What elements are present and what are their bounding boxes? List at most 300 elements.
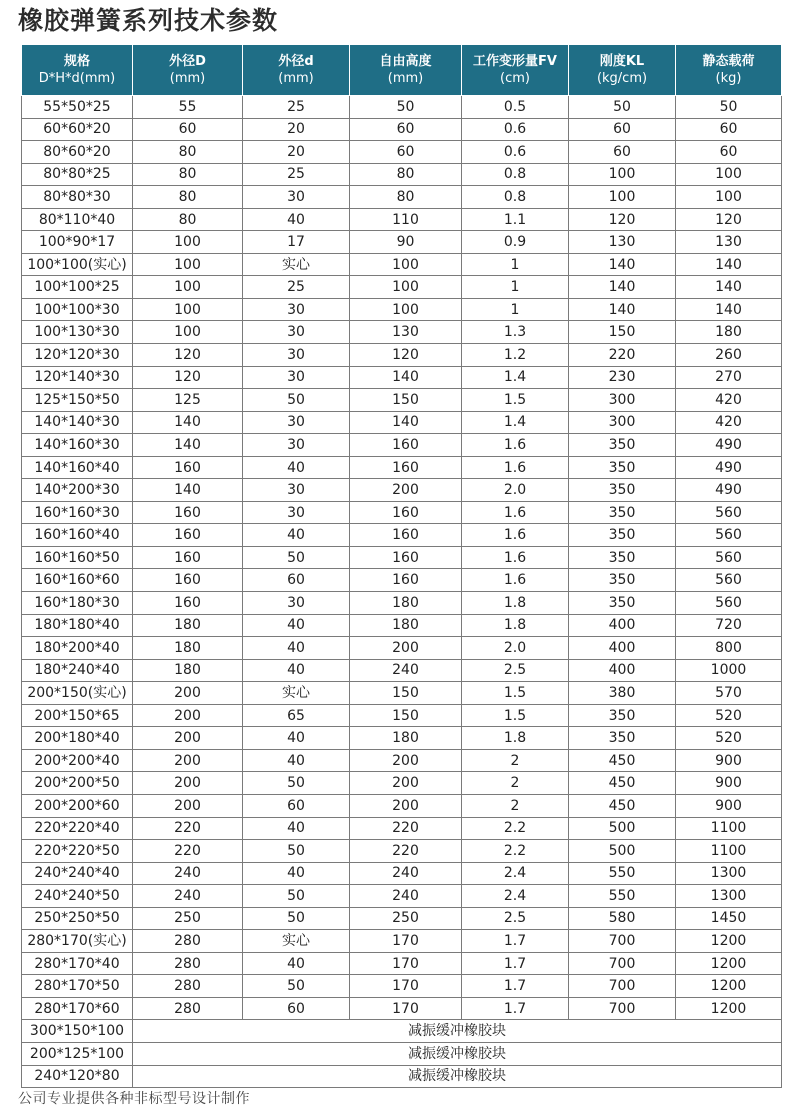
cell-outer-diameter-D: 80 bbox=[133, 163, 243, 186]
table-row bbox=[22, 614, 782, 637]
cell-outer-diameter-D: 80 bbox=[133, 208, 243, 231]
header-unit: (kg/cm) bbox=[596, 71, 648, 86]
cell-free-height: 170 bbox=[350, 930, 462, 953]
cell-static-load: 560 bbox=[676, 501, 782, 524]
cell-spec: 140*140*30 bbox=[22, 411, 133, 434]
header-stiffness bbox=[569, 45, 676, 96]
table-row bbox=[22, 659, 782, 682]
cell-free-height: 220 bbox=[350, 840, 462, 863]
cell-stiffness: 350 bbox=[569, 456, 676, 479]
header-label: 静态载荷 bbox=[702, 54, 755, 69]
cell-diameter-d: 40 bbox=[243, 952, 350, 975]
cell-spec: 200*150(实心) bbox=[22, 682, 133, 705]
table-row bbox=[22, 208, 782, 231]
cell-outer-diameter-D: 280 bbox=[133, 997, 243, 1020]
cell-spec: 100*100(实心) bbox=[22, 253, 133, 276]
cell-spec: 220*220*40 bbox=[22, 817, 133, 840]
cell-deformation: 2 bbox=[462, 772, 569, 795]
cell-stiffness: 100 bbox=[569, 163, 676, 186]
cell-outer-diameter-D: 180 bbox=[133, 614, 243, 637]
table-body bbox=[22, 96, 782, 1088]
cell-free-height: 160 bbox=[350, 456, 462, 479]
cell-outer-diameter-D: 160 bbox=[133, 569, 243, 592]
header-label: 自由高度 bbox=[379, 54, 432, 69]
footer-note: 公司专业提供各种非标型号设计制作 bbox=[18, 1091, 250, 1107]
cell-deformation: 1.5 bbox=[462, 704, 569, 727]
cell-outer-diameter-D: 100 bbox=[133, 276, 243, 299]
cell-diameter-d: 50 bbox=[243, 389, 350, 412]
header-diameter-d bbox=[243, 45, 350, 96]
cell-stiffness: 450 bbox=[569, 794, 676, 817]
cell-deformation: 1.4 bbox=[462, 366, 569, 389]
cell-spec: 180*180*40 bbox=[22, 614, 133, 637]
table-row bbox=[22, 704, 782, 727]
cell-static-load: 120 bbox=[676, 208, 782, 231]
table-header bbox=[22, 45, 782, 96]
table-row bbox=[22, 276, 782, 299]
cell-diameter-d: 50 bbox=[243, 975, 350, 998]
cell-outer-diameter-D: 160 bbox=[133, 524, 243, 547]
cell-static-load: 140 bbox=[676, 276, 782, 299]
cell-deformation: 1.6 bbox=[462, 434, 569, 457]
table-row bbox=[22, 186, 782, 209]
cell-diameter-d: 60 bbox=[243, 997, 350, 1020]
cell-free-height: 160 bbox=[350, 546, 462, 569]
table-row bbox=[22, 997, 782, 1020]
cell-static-load: 420 bbox=[676, 411, 782, 434]
cell-spec: 80*60*20 bbox=[22, 141, 133, 164]
cell-deformation: 2.5 bbox=[462, 907, 569, 930]
cell-outer-diameter-D: 100 bbox=[133, 253, 243, 276]
header-deformation bbox=[462, 45, 569, 96]
cell-deformation: 1.2 bbox=[462, 344, 569, 367]
table-row bbox=[22, 794, 782, 817]
cell-static-load: 900 bbox=[676, 749, 782, 772]
header-unit: (cm) bbox=[500, 71, 530, 86]
cell-diameter-d: 50 bbox=[243, 772, 350, 795]
table-row bbox=[22, 975, 782, 998]
cell-static-load: 520 bbox=[676, 704, 782, 727]
cell-free-height: 140 bbox=[350, 366, 462, 389]
cell-spec: 80*80*25 bbox=[22, 163, 133, 186]
cell-diameter-d: 30 bbox=[243, 501, 350, 524]
cell-static-load: 420 bbox=[676, 389, 782, 412]
cell-outer-diameter-D: 220 bbox=[133, 817, 243, 840]
cell-spec: 60*60*20 bbox=[22, 118, 133, 141]
cell-outer-diameter-D: 200 bbox=[133, 772, 243, 795]
table-row bbox=[22, 501, 782, 524]
cell-stiffness: 350 bbox=[569, 569, 676, 592]
cell-stiffness: 400 bbox=[569, 659, 676, 682]
table-row bbox=[22, 772, 782, 795]
header-free-height bbox=[350, 45, 462, 96]
cell-outer-diameter-D: 140 bbox=[133, 434, 243, 457]
cell-outer-diameter-D: 100 bbox=[133, 298, 243, 321]
table-row bbox=[22, 479, 782, 502]
cell-stiffness: 580 bbox=[569, 907, 676, 930]
header-outer-diameter-D bbox=[133, 45, 243, 96]
cell-deformation: 1.7 bbox=[462, 997, 569, 1020]
header-unit: (mm) bbox=[278, 71, 314, 86]
cell-outer-diameter-D: 280 bbox=[133, 952, 243, 975]
cell-spec: 160*160*50 bbox=[22, 546, 133, 569]
cell-stiffness: 380 bbox=[569, 682, 676, 705]
cell-outer-diameter-D: 200 bbox=[133, 749, 243, 772]
cell-outer-diameter-D: 200 bbox=[133, 704, 243, 727]
cell-spec: 180*240*40 bbox=[22, 659, 133, 682]
table-row bbox=[22, 298, 782, 321]
cell-spec: 125*150*50 bbox=[22, 389, 133, 412]
table-row bbox=[22, 546, 782, 569]
cell-static-load: 490 bbox=[676, 456, 782, 479]
cell-spec: 180*200*40 bbox=[22, 637, 133, 660]
cell-deformation: 1.5 bbox=[462, 389, 569, 412]
cell-static-load: 800 bbox=[676, 637, 782, 660]
cell-deformation: 1.8 bbox=[462, 614, 569, 637]
cell-static-load: 60 bbox=[676, 141, 782, 164]
cell-stiffness: 120 bbox=[569, 208, 676, 231]
cell-free-height: 200 bbox=[350, 637, 462, 660]
cell-static-load: 720 bbox=[676, 614, 782, 637]
cell-free-height: 120 bbox=[350, 344, 462, 367]
cell-stiffness: 700 bbox=[569, 975, 676, 998]
cell-spec: 200*200*50 bbox=[22, 772, 133, 795]
cell-outer-diameter-D: 120 bbox=[133, 366, 243, 389]
cell-outer-diameter-D: 55 bbox=[133, 96, 243, 119]
table-row bbox=[22, 749, 782, 772]
table-row bbox=[22, 96, 782, 119]
cell-spec: 120*140*30 bbox=[22, 366, 133, 389]
cell-outer-diameter-D: 100 bbox=[133, 321, 243, 344]
cell-stiffness: 350 bbox=[569, 434, 676, 457]
cell-diameter-d: 40 bbox=[243, 614, 350, 637]
cell-stiffness: 50 bbox=[569, 96, 676, 119]
cell-static-load: 140 bbox=[676, 253, 782, 276]
cell-outer-diameter-D: 220 bbox=[133, 840, 243, 863]
table-row bbox=[22, 524, 782, 547]
table-row bbox=[22, 434, 782, 457]
cell-free-height: 200 bbox=[350, 749, 462, 772]
cell-stiffness: 350 bbox=[569, 592, 676, 615]
cell-stiffness: 130 bbox=[569, 231, 676, 254]
cell-stiffness: 100 bbox=[569, 186, 676, 209]
cell-spec: 280*170*50 bbox=[22, 975, 133, 998]
cell-static-load: 1200 bbox=[676, 930, 782, 953]
cell-deformation: 2 bbox=[462, 794, 569, 817]
cell-free-height: 240 bbox=[350, 862, 462, 885]
cell-static-load: 1200 bbox=[676, 975, 782, 998]
table-row bbox=[22, 907, 782, 930]
cell-diameter-d: 30 bbox=[243, 344, 350, 367]
header-row bbox=[22, 45, 782, 96]
cell-diameter-d: 50 bbox=[243, 546, 350, 569]
table-row bbox=[22, 231, 782, 254]
cell-stiffness: 220 bbox=[569, 344, 676, 367]
cell-free-height: 160 bbox=[350, 501, 462, 524]
cell-spec: 280*170*60 bbox=[22, 997, 133, 1020]
cell-deformation: 1.3 bbox=[462, 321, 569, 344]
cell-outer-diameter-D: 125 bbox=[133, 389, 243, 412]
cell-deformation: 0.9 bbox=[462, 231, 569, 254]
cell-outer-diameter-D: 120 bbox=[133, 344, 243, 367]
cell-outer-diameter-D: 180 bbox=[133, 659, 243, 682]
table-row bbox=[22, 118, 782, 141]
cell-static-load: 1100 bbox=[676, 817, 782, 840]
cell-outer-diameter-D: 140 bbox=[133, 411, 243, 434]
header-unit: (mm) bbox=[387, 71, 424, 86]
cell-deformation: 1.5 bbox=[462, 682, 569, 705]
cell-stiffness: 500 bbox=[569, 840, 676, 863]
cell-stiffness: 550 bbox=[569, 862, 676, 885]
cell-free-height: 80 bbox=[350, 163, 462, 186]
spec-table bbox=[21, 44, 782, 1088]
cell-stiffness: 230 bbox=[569, 366, 676, 389]
cell-static-load: 560 bbox=[676, 546, 782, 569]
table-row bbox=[22, 389, 782, 412]
table-row bbox=[22, 344, 782, 367]
table-row bbox=[22, 366, 782, 389]
cell-diameter-d: 30 bbox=[243, 298, 350, 321]
cell-stiffness: 350 bbox=[569, 704, 676, 727]
cell-outer-diameter-D: 160 bbox=[133, 546, 243, 569]
cell-diameter-d: 50 bbox=[243, 840, 350, 863]
cell-diameter-d: 实心 bbox=[243, 682, 350, 705]
cell-diameter-d: 30 bbox=[243, 366, 350, 389]
cell-outer-diameter-D: 280 bbox=[133, 930, 243, 953]
cell-free-height: 130 bbox=[350, 321, 462, 344]
cell-spec: 100*130*30 bbox=[22, 321, 133, 344]
cell-free-height: 240 bbox=[350, 885, 462, 908]
cell-free-height: 200 bbox=[350, 772, 462, 795]
cell-static-load: 100 bbox=[676, 163, 782, 186]
cell-diameter-d: 25 bbox=[243, 163, 350, 186]
cell-spec: 80*110*40 bbox=[22, 208, 133, 231]
cell-free-height: 180 bbox=[350, 614, 462, 637]
cell-free-height: 100 bbox=[350, 253, 462, 276]
cell-static-load: 270 bbox=[676, 366, 782, 389]
cell-diameter-d: 20 bbox=[243, 118, 350, 141]
cell-stiffness: 450 bbox=[569, 772, 676, 795]
cell-spec: 200*150*65 bbox=[22, 704, 133, 727]
cell-outer-diameter-D: 60 bbox=[133, 118, 243, 141]
cell-free-height: 150 bbox=[350, 704, 462, 727]
cell-deformation: 0.8 bbox=[462, 163, 569, 186]
cell-free-height: 160 bbox=[350, 569, 462, 592]
cell-static-load: 1450 bbox=[676, 907, 782, 930]
cell-static-load: 260 bbox=[676, 344, 782, 367]
cell-diameter-d: 30 bbox=[243, 592, 350, 615]
cell-stiffness: 140 bbox=[569, 276, 676, 299]
table-row bbox=[22, 862, 782, 885]
cell-diameter-d: 60 bbox=[243, 794, 350, 817]
cell-deformation: 2.0 bbox=[462, 479, 569, 502]
cell-diameter-d: 40 bbox=[243, 208, 350, 231]
cell-outer-diameter-D: 160 bbox=[133, 592, 243, 615]
cell-diameter-d: 40 bbox=[243, 659, 350, 682]
cell-outer-diameter-D: 250 bbox=[133, 907, 243, 930]
cell-diameter-d: 60 bbox=[243, 569, 350, 592]
header-unit: (mm) bbox=[169, 71, 206, 86]
header-label: 刚度KL bbox=[599, 54, 645, 69]
cell-deformation: 1.8 bbox=[462, 727, 569, 750]
cell-spec: 200*200*60 bbox=[22, 794, 133, 817]
cell-free-height: 110 bbox=[350, 208, 462, 231]
cell-free-height: 60 bbox=[350, 141, 462, 164]
cell-diameter-d: 30 bbox=[243, 186, 350, 209]
cell-static-load: 50 bbox=[676, 96, 782, 119]
table-row bbox=[22, 727, 782, 750]
cell-static-load: 570 bbox=[676, 682, 782, 705]
header-static-load bbox=[676, 45, 782, 96]
cell-deformation: 1.6 bbox=[462, 456, 569, 479]
cell-static-load: 180 bbox=[676, 321, 782, 344]
table-row bbox=[22, 141, 782, 164]
cell-diameter-d: 实心 bbox=[243, 930, 350, 953]
table-row bbox=[22, 817, 782, 840]
page-title: 橡胶弹簧系列技术参数 bbox=[18, 6, 279, 35]
cell-free-height: 160 bbox=[350, 434, 462, 457]
cell-stiffness: 700 bbox=[569, 930, 676, 953]
cell-static-load: 140 bbox=[676, 298, 782, 321]
cell-spec: 100*100*25 bbox=[22, 276, 133, 299]
cell-diameter-d: 25 bbox=[243, 276, 350, 299]
cell-diameter-d: 30 bbox=[243, 321, 350, 344]
cell-deformation: 2.4 bbox=[462, 862, 569, 885]
cell-spec: 240*240*40 bbox=[22, 862, 133, 885]
table-row bbox=[22, 840, 782, 863]
cell-spec: 160*160*60 bbox=[22, 569, 133, 592]
cell-static-load: 100 bbox=[676, 186, 782, 209]
table-row-block bbox=[22, 1020, 782, 1043]
cell-outer-diameter-D: 280 bbox=[133, 975, 243, 998]
cell-diameter-d: 30 bbox=[243, 434, 350, 457]
cell-stiffness: 350 bbox=[569, 727, 676, 750]
cell-deformation: 0.6 bbox=[462, 141, 569, 164]
cell-spec: 100*90*17 bbox=[22, 231, 133, 254]
cell-deformation: 1.6 bbox=[462, 501, 569, 524]
cell-static-load: 60 bbox=[676, 118, 782, 141]
cell-free-height: 60 bbox=[350, 118, 462, 141]
header-spec bbox=[22, 45, 133, 96]
cell-free-height: 170 bbox=[350, 975, 462, 998]
cell-diameter-d: 50 bbox=[243, 885, 350, 908]
cell-free-height: 220 bbox=[350, 817, 462, 840]
cell-spec: 240*240*50 bbox=[22, 885, 133, 908]
cell-spec: 220*220*50 bbox=[22, 840, 133, 863]
cell-static-load: 520 bbox=[676, 727, 782, 750]
cell-free-height: 160 bbox=[350, 524, 462, 547]
cell-deformation: 2.4 bbox=[462, 885, 569, 908]
cell-outer-diameter-D: 160 bbox=[133, 456, 243, 479]
cell-deformation: 1 bbox=[462, 253, 569, 276]
cell-diameter-d: 20 bbox=[243, 141, 350, 164]
table-row bbox=[22, 637, 782, 660]
cell-spec: 160*160*40 bbox=[22, 524, 133, 547]
cell-diameter-d: 40 bbox=[243, 727, 350, 750]
cell-deformation: 1.7 bbox=[462, 930, 569, 953]
cell-static-load: 1300 bbox=[676, 885, 782, 908]
cell-free-height: 100 bbox=[350, 276, 462, 299]
cell-stiffness: 300 bbox=[569, 389, 676, 412]
cell-deformation: 1.4 bbox=[462, 411, 569, 434]
cell-spec: 160*180*30 bbox=[22, 592, 133, 615]
cell-static-load: 1300 bbox=[676, 862, 782, 885]
cell-free-height: 150 bbox=[350, 389, 462, 412]
cell-stiffness: 700 bbox=[569, 952, 676, 975]
cell-free-height: 100 bbox=[350, 298, 462, 321]
cell-stiffness: 700 bbox=[569, 997, 676, 1020]
cell-diameter-d: 40 bbox=[243, 862, 350, 885]
cell-static-load: 1200 bbox=[676, 997, 782, 1020]
cell-free-height: 80 bbox=[350, 186, 462, 209]
cell-static-load: 900 bbox=[676, 772, 782, 795]
cell-spec: 140*160*30 bbox=[22, 434, 133, 457]
cell-spec: 300*150*100 bbox=[22, 1020, 133, 1043]
cell-stiffness: 350 bbox=[569, 479, 676, 502]
cell-free-height: 180 bbox=[350, 592, 462, 615]
cell-spec: 280*170*40 bbox=[22, 952, 133, 975]
cell-outer-diameter-D: 240 bbox=[133, 885, 243, 908]
cell-outer-diameter-D: 80 bbox=[133, 141, 243, 164]
cell-stiffness: 500 bbox=[569, 817, 676, 840]
table-row bbox=[22, 885, 782, 908]
table-row bbox=[22, 569, 782, 592]
cell-diameter-d: 25 bbox=[243, 96, 350, 119]
cell-diameter-d: 50 bbox=[243, 907, 350, 930]
cell-stiffness: 400 bbox=[569, 614, 676, 637]
cell-deformation: 1.6 bbox=[462, 569, 569, 592]
cell-block-description: 减振缓冲橡胶块 bbox=[133, 1020, 782, 1043]
cell-spec: 55*50*25 bbox=[22, 96, 133, 119]
cell-outer-diameter-D: 140 bbox=[133, 479, 243, 502]
header-label: 外径D bbox=[169, 54, 206, 69]
cell-stiffness: 140 bbox=[569, 298, 676, 321]
cell-deformation: 2 bbox=[462, 749, 569, 772]
cell-deformation: 0.6 bbox=[462, 118, 569, 141]
cell-diameter-d: 40 bbox=[243, 749, 350, 772]
cell-deformation: 1.7 bbox=[462, 975, 569, 998]
cell-deformation: 1.7 bbox=[462, 952, 569, 975]
cell-deformation: 2.2 bbox=[462, 817, 569, 840]
cell-deformation: 1.6 bbox=[462, 524, 569, 547]
cell-stiffness: 350 bbox=[569, 501, 676, 524]
cell-deformation: 2.0 bbox=[462, 637, 569, 660]
cell-static-load: 560 bbox=[676, 524, 782, 547]
cell-free-height: 170 bbox=[350, 997, 462, 1020]
cell-spec: 160*160*30 bbox=[22, 501, 133, 524]
cell-free-height: 50 bbox=[350, 96, 462, 119]
cell-deformation: 0.8 bbox=[462, 186, 569, 209]
cell-diameter-d: 40 bbox=[243, 524, 350, 547]
cell-free-height: 170 bbox=[350, 952, 462, 975]
table-row bbox=[22, 253, 782, 276]
cell-outer-diameter-D: 180 bbox=[133, 637, 243, 660]
cell-stiffness: 140 bbox=[569, 253, 676, 276]
cell-block-description: 减振缓冲橡胶块 bbox=[133, 1065, 782, 1088]
cell-outer-diameter-D: 200 bbox=[133, 682, 243, 705]
cell-stiffness: 150 bbox=[569, 321, 676, 344]
header-unit: D*H*d(mm) bbox=[38, 71, 116, 86]
cell-outer-diameter-D: 200 bbox=[133, 727, 243, 750]
cell-static-load: 900 bbox=[676, 794, 782, 817]
cell-static-load: 490 bbox=[676, 434, 782, 457]
cell-static-load: 130 bbox=[676, 231, 782, 254]
cell-diameter-d: 40 bbox=[243, 817, 350, 840]
cell-free-height: 180 bbox=[350, 727, 462, 750]
table-row bbox=[22, 411, 782, 434]
cell-outer-diameter-D: 240 bbox=[133, 862, 243, 885]
cell-deformation: 2.5 bbox=[462, 659, 569, 682]
